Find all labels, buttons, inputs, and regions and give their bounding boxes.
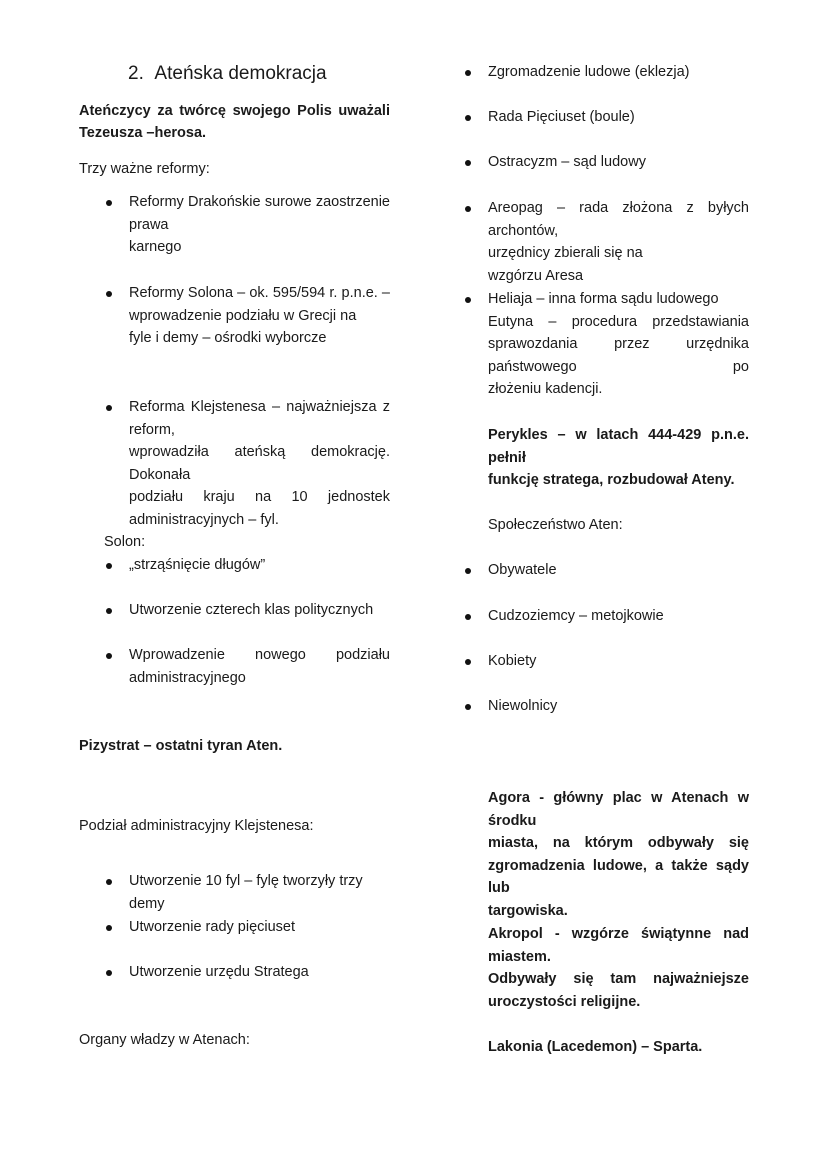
bullet-icon (465, 704, 471, 710)
klejstenes-item (106, 870, 390, 912)
solon-item (106, 554, 390, 577)
bullet-icon (106, 200, 112, 206)
organs-heading: Organy władzy w Atenach: (79, 1032, 250, 1048)
reform-line: wprowadziła ateńską demokrację. Dokonała (129, 444, 390, 483)
section-title (128, 61, 327, 87)
bullet-icon (106, 653, 112, 659)
reform-line: administracyjnych – fyl. (129, 511, 279, 528)
society-item (465, 605, 749, 628)
solon-item (106, 644, 390, 690)
reform-item (106, 191, 390, 255)
section-number: 2. (128, 63, 144, 84)
intro-line-2: Tezeusza –herosa. (79, 125, 207, 141)
klejstenes-heading: Podział administracyjny Klejstenesa: (79, 818, 314, 834)
organ-item (465, 106, 749, 129)
akropol-note (488, 923, 749, 1013)
society-item-text: Kobiety (488, 653, 537, 669)
solon-item-text: administracyjnego (129, 669, 246, 686)
klejstenes-item-text: Utworzenie urzędu Stratega (129, 964, 309, 980)
solon-heading: Solon: (104, 534, 146, 550)
organ-item-text: urzędnicy zbierali się na (488, 245, 643, 261)
intro-line-1: Ateńczycy za twórcę swojego Polis uważali (79, 103, 390, 119)
solon-item-text: Wprowadzenie nowego podziału (129, 647, 390, 663)
akropol-line: Akropol - wzgórze świątynne nad miastem. (488, 926, 749, 965)
solon-item (106, 599, 390, 622)
society-item (465, 559, 749, 582)
society-item-text: Niewolnicy (488, 698, 558, 714)
organ-item-text: złożeniu kadencji. (488, 381, 603, 397)
organ-item-text: sprawozdania przez urzędnika państwowego po (488, 336, 749, 375)
organ-item-text: Eutyna – procedura przedstawiania (488, 313, 749, 330)
organ-item (465, 151, 749, 174)
bullet-icon (465, 659, 471, 665)
bullet-icon (106, 925, 112, 931)
organ-item (465, 197, 749, 284)
pizystrat-note: Pizystrat – ostatni tyran Aten. (79, 738, 283, 754)
bullet-icon (465, 206, 471, 212)
agora-line: Agora - główny plac w Atenach w środku (488, 790, 749, 829)
bullet-icon (465, 160, 471, 166)
bullet-icon (106, 970, 112, 976)
bullet-icon (106, 879, 112, 885)
klejstenes-item (106, 916, 390, 939)
section-title-text: Ateńska demokracja (154, 63, 327, 84)
bullet-icon (106, 608, 112, 614)
agora-note (488, 787, 749, 922)
bullet-icon (106, 405, 112, 411)
reform-item (106, 396, 390, 528)
organ-item-text: Areopag – rada złożona z byłych archontów, (488, 200, 749, 239)
perykles-note (488, 424, 749, 492)
reforms-heading: Trzy ważne reformy: (79, 161, 210, 177)
society-item (465, 695, 749, 718)
akropol-line: Odbywały się tam najważniejsze (488, 971, 749, 987)
bullet-icon (106, 291, 112, 297)
bullet-icon (465, 297, 471, 303)
organ-item (465, 61, 749, 84)
bullet-icon (465, 115, 471, 121)
reform-line: podziału kraju na 10 jednostek (129, 489, 390, 505)
solon-item-text: „strząśnięcie długów” (129, 557, 266, 573)
organ-item-text: wzgórzu Aresa (488, 267, 584, 284)
bullet-icon (106, 563, 112, 569)
bullet-icon (465, 70, 471, 76)
reform-line: Reformy Drakońskie surowe zaostrzenie prawa (129, 194, 390, 233)
organ-item-text: Ostracyzm – sąd ludowy (488, 154, 646, 170)
organ-item-text: Zgromadzenie ludowe (eklezja) (488, 64, 690, 80)
society-item-text: Obywatele (488, 562, 557, 578)
society-item-text: Cudzoziemcy – metojkowie (488, 608, 664, 624)
agora-line: miasta, na którym odbywały się (488, 835, 749, 851)
akropol-line: uroczystości religijne. (488, 993, 641, 1010)
lakonia-note: Lakonia (Lacedemon) – Sparta. (488, 1039, 703, 1055)
klejstenes-item-text: Utworzenie rady pięciuset (129, 919, 296, 935)
organ-item (465, 288, 749, 397)
klejstenes-item (106, 961, 390, 984)
reform-line: karnego (129, 239, 182, 255)
reform-line: Reforma Klejstenesa – najważniejsza z reform, (129, 399, 390, 438)
perykles-line: funkcję stratega, rozbudował Ateny. (488, 472, 735, 488)
reform-item (106, 282, 390, 352)
reform-line: Reformy Solona – ok. 595/594 r. p.n.e. – (129, 285, 390, 301)
solon-item-text: Utworzenie czterech klas politycznych (129, 602, 374, 618)
reform-line: wprowadzenie podziału w Grecji na (129, 307, 357, 324)
perykles-line: Perykles – w latach 444-429 p.n.e. pełnił (488, 427, 749, 466)
reform-line: fyle i demy – ośrodki wyborcze (129, 330, 327, 346)
society-heading: Społeczeństwo Aten: (488, 517, 623, 533)
bullet-icon (465, 614, 471, 620)
agora-line: zgromadzenia ludowe, a także sądy lub (488, 857, 749, 896)
bullet-icon (465, 568, 471, 574)
society-item (465, 650, 749, 673)
klejstenes-item-text: Utworzenie 10 fyl – fylę tworzyły trzy demy (129, 873, 363, 912)
organ-item-text: Heliaja – inna forma sądu ludowego (488, 291, 719, 307)
organ-item-text: Rada Pięciuset (boule) (488, 109, 635, 125)
agora-line: targowiska. (488, 902, 568, 919)
